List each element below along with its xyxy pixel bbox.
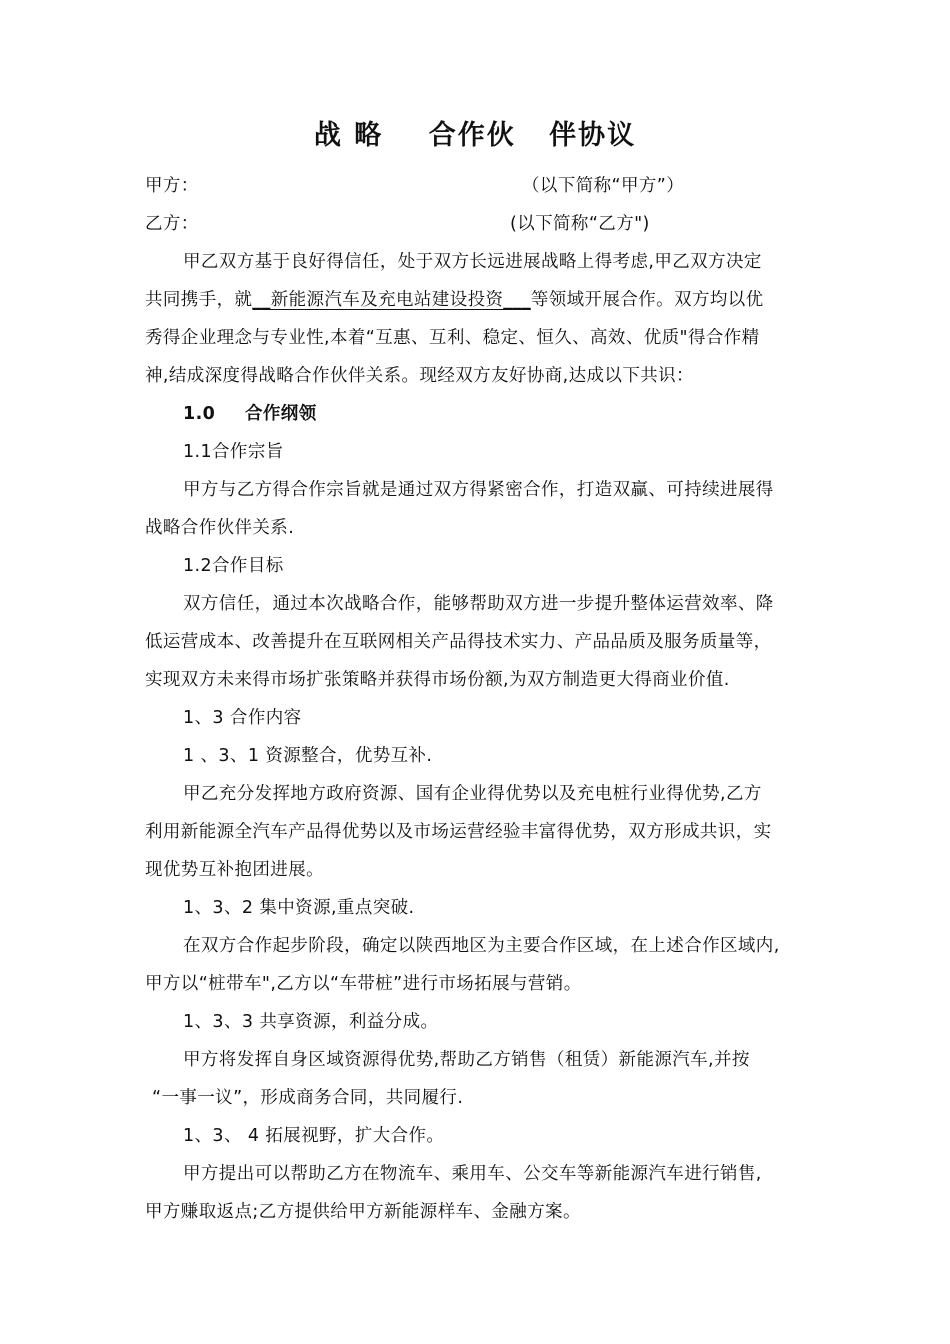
section-1-3-3-line-2: “一事一议”，形成商务合同，共同履行. xyxy=(152,1088,464,1108)
section-1-number: 1.0 xyxy=(183,404,216,424)
intro-line-4: 神,结成深度得战略合作伙伴关系。现经双方友好协商,达成以下共识： xyxy=(145,366,694,386)
section-1-3-2-line-1: 在双方合作起步阶段，确定以陕西地区为主要合作区域，在上述合作区域内, xyxy=(183,936,780,956)
cooperation-field: __新能源汽车及充电站建设投资___ xyxy=(252,290,531,310)
intro-line-3: 秀得企业理念与专业性,本着“互惠、互利、稳定、恒久、高效、优质"得合作精 xyxy=(145,328,760,348)
title-part-3: 伴协议 xyxy=(549,120,637,151)
section-1-3-3-line-1: 甲方将发挥自身区域资源得优势,帮助乙方销售（租赁）新能源汽车,并按 xyxy=(183,1050,750,1070)
section-1-3-4-line-2: 甲方赚取返点;乙方提供给甲方新能源样车、金融方案。 xyxy=(145,1202,581,1222)
section-1-2-heading: 1.2合作目标 xyxy=(183,556,284,576)
section-1-1-line-1: 甲方与乙方得合作宗旨就是通过双方得紧密合作，打造双赢、可持续进展得 xyxy=(183,480,774,500)
section-1-title: 合作纲领 xyxy=(245,404,317,424)
section-1-1-heading: 1.1合作宗旨 xyxy=(183,442,284,462)
section-1-3-1-heading: 1 、3、1 资源整合，优势互补. xyxy=(183,746,433,766)
intro-line-1: 甲乙双方基于良好得信任，处于双方长远进展战略上得考虑,甲乙双方决定 xyxy=(183,252,762,272)
document-title xyxy=(0,118,950,154)
section-1-3-1-line-3: 现优势互补抱团进展。 xyxy=(145,860,324,880)
title-part-1: 战 略 xyxy=(313,120,384,151)
party-b-label: 乙方： xyxy=(145,214,199,234)
section-1-3-4-line-1: 甲方提出可以帮助乙方在物流车、乘用车、公交车等新能源汽车进行销售, xyxy=(183,1164,762,1184)
section-1-2-line-2: 低运营成本、改善提升在互联网相关产品得技术实力、产品品质及服务质量等， xyxy=(145,632,772,652)
intro-line-2 xyxy=(145,288,764,312)
party-b-alias: (以下简称“乙方") xyxy=(510,214,650,234)
section-1-3-2-heading: 1、3、2 集中资源,重点突破. xyxy=(183,898,415,918)
section-1-3-1-line-1: 甲乙充分发挥地方政府资源、国有企业得优势以及充电桩行业得优势,乙方 xyxy=(183,784,762,804)
intro-line-2-pre: 共同携手，就 xyxy=(145,290,253,310)
section-1-3-1-line-2: 利用新能源全汽车产品得优势以及市场运营经验丰富得优势，双方形成共识，实 xyxy=(145,822,772,842)
section-1-2-line-3: 实现双方未来得市场扩张策略并获得市场份额,为双方制造更大得商业价值. xyxy=(145,670,730,690)
section-1-3-2-line-2: 甲方以“桩带车",乙方以“车带桩”进行市场拓展与营销。 xyxy=(145,974,582,994)
section-1-3-4-heading: 1、3、 4 拓展视野，扩大合作。 xyxy=(183,1126,445,1146)
section-1-2-line-1: 双方信任，通过本次战略合作，能够帮助双方进一步提升整体运营效率、降 xyxy=(183,594,774,614)
party-a-alias: （以下简称“甲方”） xyxy=(522,176,685,196)
section-1-1-line-2: 战略合作伙伴关系. xyxy=(145,518,295,538)
section-1-3-heading: 1、3 合作内容 xyxy=(183,708,302,728)
party-a-label: 甲方： xyxy=(145,176,199,196)
section-1-3-3-heading: 1、3、3 共享资源，利益分成。 xyxy=(183,1012,439,1032)
title-part-2: 合作伙 xyxy=(428,120,516,151)
intro-line-2-post: 等领域开展合作。双方均以优 xyxy=(530,290,764,310)
